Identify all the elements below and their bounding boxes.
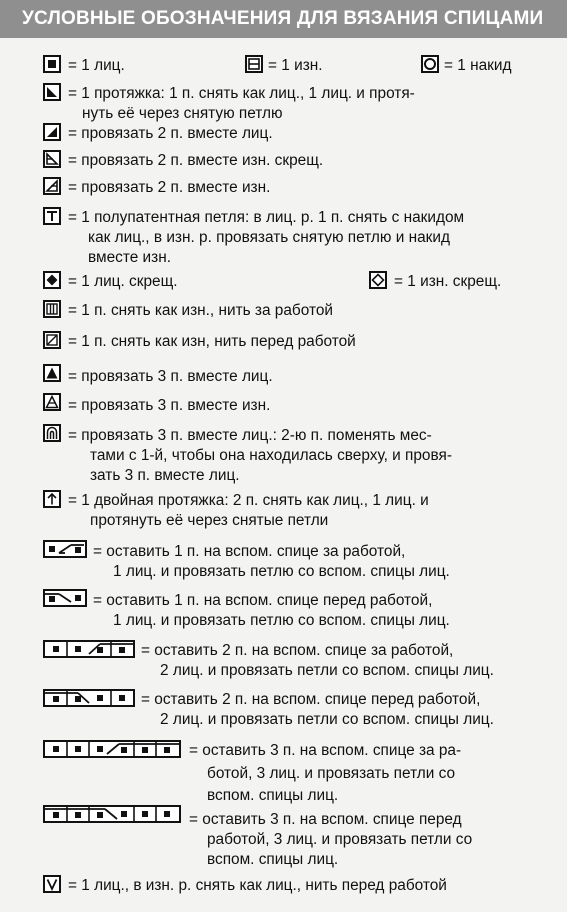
p2tog-label: = провязать 2 п. вместе изн. [68,179,271,196]
k3tog-crossed-line2: тами с 1-й, чтобы она находилась сверху, и провя- [90,447,452,464]
half-patent-line3: вместе изн. [88,249,171,266]
purl-tbl-label: = 1 изн. скрещ. [394,273,502,290]
cable-3x3-back-line2: ботой, 3 лиц. и провязать петли со [207,765,456,782]
yarn-over-label: = 1 накид [444,57,512,74]
k3tog-crossed-icon [43,424,61,442]
skpo-label-line1: = 1 протяжка: 1 п. снять как лиц., 1 лиц. и протя- [68,85,415,102]
cable-2x2-front-icon [43,689,135,707]
purl-tbl-icon [369,271,387,289]
cable-3x3-back-line3: вспом. спицы лиц. [207,787,339,804]
cable-1x1-back-line1: = оставить 1 п. на вспом. спице за работой, [93,543,406,560]
knit-stitch-icon [43,55,61,73]
cable-3x3-back-line1: = оставить 3 п. на вспом. спице за ра- [189,742,462,759]
knit-tbl-icon [43,271,61,289]
k2tog-icon [43,123,61,141]
cable-1x1-back-line2: 1 лиц. и провязать петлю со вспом. спицы лиц. [113,563,450,580]
half-patent-line2: как лиц., в изн. р. провязать снятую петлю и накид [88,229,450,246]
double-decrease-line1: = 1 двойная протяжка: 2 п. снять как лиц., 1 лиц. и [68,492,429,509]
slip-wyif-icon [43,331,61,349]
purl-stitch-icon [245,55,263,73]
half-patent-line1: = 1 полупатентная петля: в лиц. р. 1 п. снять с накидом [68,209,465,226]
k3tog-crossed-line1: = провязать 3 п. вместе лиц.: 2-ю п. поменять мес- [68,427,432,444]
slip-v-icon [43,875,61,893]
cable-3x3-front-icon [43,805,181,823]
p3tog-label: = провязать 3 п. вместе изн. [68,397,271,414]
skpo-icon [43,83,61,101]
double-decrease-line2: протянуть её через снятые петли [90,512,329,529]
slip-wyib-label: = 1 п. снять как изн., нить за работой [68,302,333,319]
cable-2x2-front-line2: 2 лиц. и провязать петли со вспом. спицы лиц. [160,711,494,728]
p2tog-tbl-icon [43,150,61,168]
slip-v-label: = 1 лиц., в изн. р. снять как лиц., нить перед работой [68,877,447,894]
cable-3x3-front-line2: работой, 3 лиц. и провязать петли со [207,831,473,848]
cable-3x3-front-line1: = оставить 3 п. на вспом. спице перед [189,811,462,828]
slip-wyib-icon [43,300,61,318]
cable-2x2-back-icon [43,640,135,658]
cable-1x1-front-line1: = оставить 1 п. на вспом. спице перед работой, [93,592,433,609]
knit-label: = 1 лиц. [68,57,125,74]
cable-1x1-front-line2: 1 лиц. и провязать петлю со вспом. спицы лиц. [113,612,450,629]
cable-1x1-front-icon [43,589,87,607]
cable-3x3-front-line3: вспом. спицы лиц. [207,851,339,868]
yarn-over-icon [421,55,439,73]
slip-wyif-label: = 1 п. снять как изн, нить перед работой [68,333,356,350]
k3tog-crossed-line3: зать 3 п. вместе лиц. [90,467,240,484]
k3tog-icon [43,364,61,382]
half-patent-icon [43,207,61,225]
cable-1x1-back-icon [43,540,87,558]
double-decrease-icon [43,490,61,508]
skpo-label-line2: нуть её через снятую петлю [82,105,283,122]
p2tog-tbl-label: = провязать 2 п. вместе изн. скрещ. [68,152,324,169]
purl-label: = 1 изн. [268,57,323,74]
cable-2x2-front-line1: = оставить 2 п. на вспом. спице перед работой, [141,691,481,708]
cable-3x3-back-icon [43,740,181,758]
knit-tbl-label: = 1 лиц. скрещ. [68,273,178,290]
cable-2x2-back-line2: 2 лиц. и провязать петли со вспом. спицы лиц. [160,662,494,679]
page-title: УСЛОВНЫЕ ОБОЗНАЧЕНИЯ ДЛЯ ВЯЗАНИЯ СПИЦАМИ [0,0,567,38]
cable-2x2-back-line1: = оставить 2 п. на вспом. спице за работой, [141,642,454,659]
p2tog-icon [43,177,61,195]
k2tog-label: = провязать 2 п. вместе лиц. [68,125,273,142]
p3tog-icon [43,393,61,411]
k3tog-label: = провязать 3 п. вместе лиц. [68,368,273,385]
